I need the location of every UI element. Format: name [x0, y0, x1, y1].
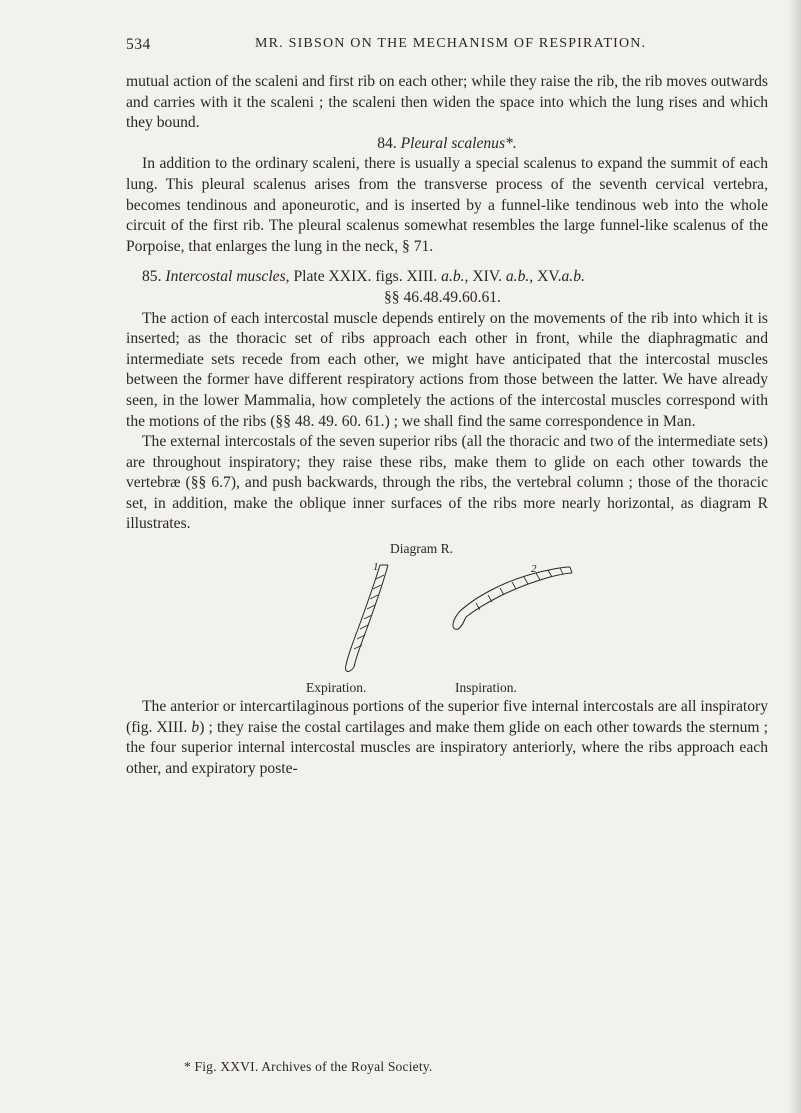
section-85-plate: Plate XXIX. figs. XIII. — [293, 268, 438, 286]
inspiration-rib — [453, 567, 572, 629]
caption-inspiration: Inspiration. — [455, 680, 517, 696]
diagram-rib-drawing — [126, 555, 768, 679]
diagram-label-1: 1 — [373, 561, 379, 574]
section-85-refs: §§ 46.48.49.60.61. — [384, 288, 501, 306]
diagram-r — [126, 539, 768, 697]
running-head: MR. SIBSON ON THE MECHANISM OF RESPIRATION. — [255, 36, 647, 51]
paragraph-final — [126, 697, 768, 779]
page-edge-shadow — [787, 0, 801, 1113]
paragraph-final-fig: b — [191, 718, 200, 736]
body-text — [126, 72, 768, 779]
diagram-label-2: 2 — [531, 563, 537, 576]
section-84-heading — [126, 134, 768, 155]
section-85-title: Intercostal muscles, — [165, 268, 290, 286]
section-85-number: 85. — [142, 268, 162, 286]
section-85-fig-c: a.b. — [561, 268, 585, 286]
expiration-rib — [345, 565, 388, 671]
section-84-body: In addition to the ordinary scaleni, there is usually a special scalenus to expand the summit of each lung. This pleural scalenus arises from the transverse process of the seventh cervical vertebra, becomes tendinous and aponeurotic, and is inserted by a funnel-like tendinous web into the whole circuit of the first rib. The pleural scalenus somewhat resembles the large funnel-like scalenus of the Porpoise, that enlarges the lung in the neck, § 71. — [126, 155, 768, 255]
section-85-heading — [126, 267, 768, 288]
diagram-title: Diagram R. — [390, 541, 453, 557]
section-85-fig-b: a.b., — [505, 268, 534, 286]
paragraph-intro: mutual action of the scaleni and first rib on each other; while they raise the rib, the rib moves outwards and carries with it the scaleni ; the scaleni then widen the space into which the lung rises and which they bound. — [126, 73, 768, 132]
footnote: * Fig. XXVI. Archives of the Royal Society. — [184, 1059, 433, 1074]
page-header — [0, 36, 801, 58]
section-85-fig-end: XV. — [537, 268, 562, 286]
section-85-paragraph-1: The action of each intercostal muscle depends entirely on the movements of the rib into which it is inserted; as the thoracic set of ribs approach each other in front, while the diaphragmatic and intermediate sets recede from each other, we might have anticipated that the intercostal muscles between the former have different respiratory actions from those between the latter. We have already seen, in the lower Mammalia, how completely the actions of the intercostal muscles correspond with the motions of the ribs (§§ 48. 49. 60. 61.) ; we shall find the same correspondence in Man. — [126, 309, 768, 430]
caption-expiration: Expiration. — [306, 680, 367, 696]
paragraph-final-c: ) ; they raise the costal cartilages and make them glide on each other towards the sternum ; the four superior internal intercostal muscles are inspiratory anteriorly, where the ribs approach each other, and expiratory poste- — [126, 718, 768, 777]
section-84-number: 84. — [377, 134, 397, 152]
section-85-fig-mid: XIV. — [472, 268, 502, 286]
section-85-paragraph-2: The external intercostals of the seven superior ribs (all the thoracic and two of the intermediate sets) are throughout inspiratory; they raise these ribs, make them to glide on each other towards the vertebræ (§§ 6.7), and push backwards, through the ribs, the vertebral column ; those of the thoracic set, in addition, make the oblique inner surfaces of the ribs more nearly horizontal, as diagram R illustrates. — [126, 433, 768, 533]
paragraph-final-a: The anterior or intercartilaginous portions of the superior five internal intercostals are all inspiratory (fig. XIII. — [126, 698, 768, 736]
page-number: 534 — [126, 36, 151, 53]
section-85-fig-a: a.b., — [441, 268, 469, 286]
section-84-title: Pleural scalenus*. — [400, 134, 517, 152]
